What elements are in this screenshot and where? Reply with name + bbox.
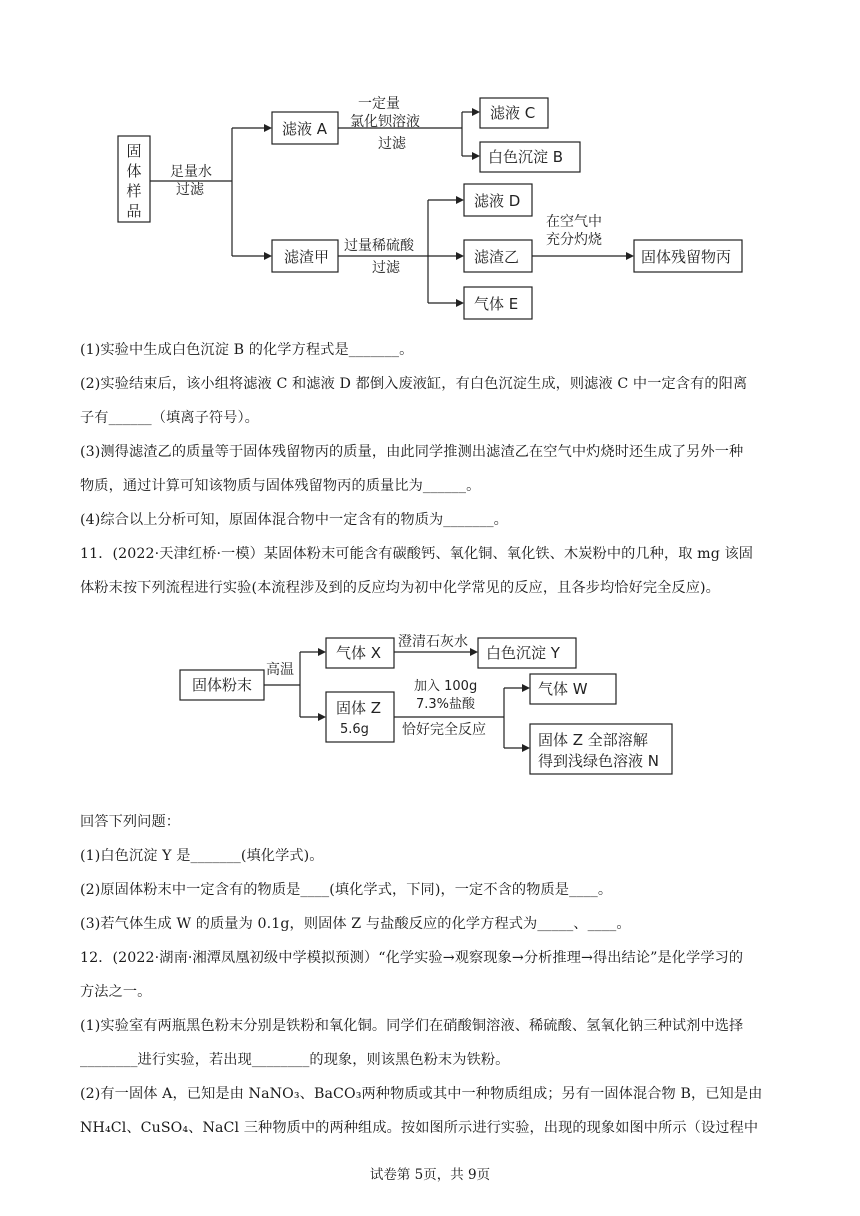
question-10-2a: (2)实验结束后，该小组将滤液 C 和滤液 D 都倒入废液缸，有白色沉淀生成，则滤液 C 中一定含有的阳离 [80,376,748,392]
question-12-2a: (2)有一固体 A，已知是由 NaNO₃、BaCO₃两种物质或其中一种物质组成；另有一固体混合物 B，已知是由 [80,1086,763,1102]
result-line-2: 得到浅绿色溶液 N [538,752,659,770]
question-10-1: (1)实验中生成白色沉淀 B 的化学方程式是_______。 [80,342,414,358]
label-high-temp: 高温 [266,662,294,678]
question-12-1a: (1)实验室有两瓶黑色粉末分别是铁粉和氧化铜。同学们在硝酸铜溶液、稀硫酸、氢氧化钠三种试剂中选择 [80,1018,744,1034]
question-10-2b: 子有______（填离子符号）。 [80,410,259,426]
label-limewater: 澄清石灰水 [398,634,468,650]
solid-sample-char-1: 固 [126,142,142,160]
question-11-3: (3)若气体生成 W 的质量为 0.1g，则固体 Z 与盐酸反应的化学方程式为_____、____。 [80,916,631,932]
question-12-stem-b: 方法之一。 [80,984,152,1000]
residue-jia-label: 滤渣甲 [284,248,330,266]
white-precipitate-y-label: 白色沉淀 Y [486,644,560,662]
result-line-1: 固体 Z 全部溶解 [538,731,648,749]
filtrate-a-label: 滤液 A [282,120,328,138]
question-10-4: (4)综合以上分析可知，原固体混合物中一定含有的物质为_______。 [80,512,508,528]
solid-z-label: 固体 Z [336,699,382,717]
flowchart-solid-powder [176,622,686,780]
label-hcl-7-3: 7.3%盐酸 [416,697,476,712]
solid-powder-label: 固体粉末 [192,676,253,694]
question-11-2: (2)原固体粉末中一定含有的物质是____(填化学式，下同)，一定不含的物质是____。 [80,882,613,898]
solid-sample-char-2: 体 [126,162,142,180]
white-precipitate-b-label: 白色沉淀 B [488,148,564,166]
label-add-100g: 加入 100g [414,679,478,694]
question-12-stem-a: 12．(2022·湖南·湘潭凤凰初级中学模拟预测）“化学实验→观察现象→分析推理→得出结论”是化学学习的 [80,950,744,966]
filtrate-c-label: 滤液 C [490,104,536,122]
question-12-1b: ________进行实验，若出现________的现象，则该黑色粉末为铁粉。 [80,1052,510,1068]
solid-z-mass: 5.6g [340,722,369,737]
page-footer: 试卷第 5页，共 9页 [369,1167,491,1183]
label-filter-3: 过滤 [372,260,400,276]
gas-x-label: 气体 X [336,644,382,662]
label-filter-2: 过滤 [378,136,406,152]
label-bacl2-solution: 氯化钡溶液 [350,114,420,130]
question-10-3b: 物质，通过计算可知该物质与固体残留物丙的质量比为______。 [80,478,481,494]
label-fully-burn: 充分灼烧 [546,232,602,248]
flowchart-solid-sample [110,88,780,328]
label-filter-1: 过滤 [176,182,204,198]
question-12-2b: NH₄Cl、CuSO₄、NaCl 三种物质中的两种组成。按如图所示进行实验，出现的现象如图中所示（设过程中 [80,1120,759,1136]
label-sufficient-water: 足量水 [170,164,212,180]
question-11-stem-b: 体粉末按下列流程进行实验(本流程涉及到的反应均为初中化学常见的反应，且各步均恰好完全反应)。 [80,580,720,596]
solid-sample-char-4: 品 [126,202,142,220]
solid-residue-bing-label: 固体残留物丙 [641,248,732,266]
gas-w-label: 气体 W [538,680,588,698]
question-11-1: (1)白色沉淀 Y 是_______(填化学式)。 [80,848,324,864]
question-11-stem-a: 11．(2022·天津红桥·一模）某固体粉末可能含有碳酸钙、氧化铜、氧化铁、木炭粉中的几种，取 mg 该固 [80,546,754,562]
answer-prompt: 回答下列问题： [80,814,181,830]
solid-sample-char-3: 样 [126,182,142,200]
question-10-3a: (3)测得滤渣乙的质量等于固体残留物丙的质量，由此同学推测出滤渣乙在空气中灼烧时还生成了另外一种 [80,444,744,460]
residue-yi-label: 滤渣乙 [474,248,520,266]
label-exact-reaction: 恰好完全反应 [402,722,486,738]
gas-e-label: 气体 E [474,295,519,313]
filtrate-d-label: 滤液 D [474,192,521,210]
label-certain-amount: 一定量 [358,96,400,112]
label-excess-h2so4: 过量稀硫酸 [344,238,414,254]
label-in-air: 在空气中 [546,214,602,230]
